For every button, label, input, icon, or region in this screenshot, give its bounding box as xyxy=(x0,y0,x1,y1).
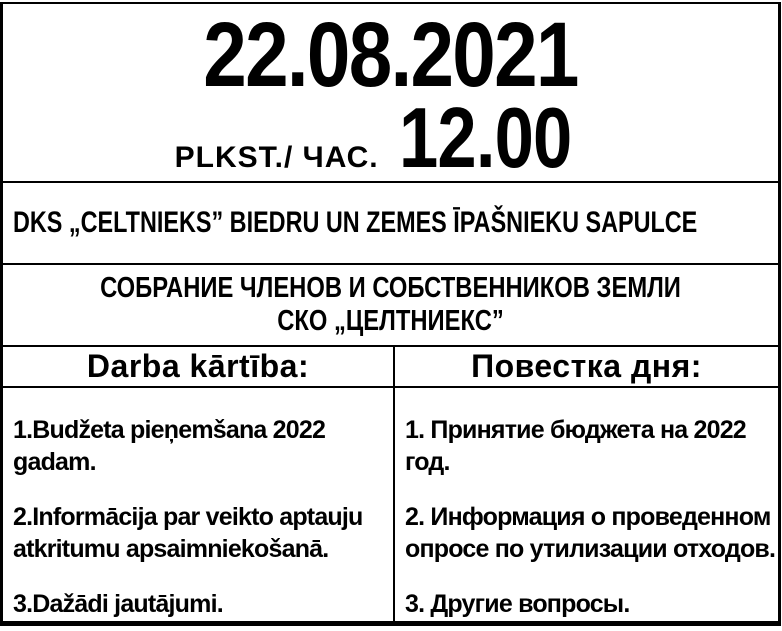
time-value: 12.00 xyxy=(398,91,572,181)
agenda-item-lv: 2.Informācija par veikto aptauju atkritumu apsaimniekošanā. xyxy=(13,503,363,563)
meeting-title-lv: DKS „CELTNIEKS” BIEDRU UN ZEMES ĪPAŠNIEKU SAPULCE xyxy=(13,206,698,239)
meeting-title-ru-line1: СОБРАНИЕ ЧЛЕНОВ И СОБСТВЕННИКОВ ЗЕМЛИ xyxy=(100,272,681,304)
time-row xyxy=(3,91,778,181)
agenda-list-ru xyxy=(395,388,778,621)
meeting-title-ru-line2: СКО „ЦЕЛТНИЕКС” xyxy=(277,305,504,337)
agenda-item-ru: 2. Информация о проведенном опросе по утилизации отходов. xyxy=(405,503,776,563)
agenda-item-ru: 1. Принятие бюджета на 2022 год. xyxy=(405,416,746,476)
agenda-header-lv: Darba kārtība: xyxy=(3,347,395,386)
datetime-section xyxy=(3,4,778,181)
agenda-list-lv xyxy=(3,388,395,621)
agenda-header-ru: Повестка дня: xyxy=(471,348,702,384)
russian-title-section xyxy=(3,263,778,345)
agenda-item-lv: 1.Budžeta pieņemšana 2022 gadam. xyxy=(13,416,326,476)
date-text: 22.08.2021 xyxy=(203,4,578,106)
time-label: PLKST./ ЧАС. xyxy=(174,141,379,174)
agenda-body-row xyxy=(3,386,778,621)
agenda-item-lv: 3.Dažādi jautājumi. xyxy=(13,590,223,618)
agenda-item-ru: 3. Другие вопросы. xyxy=(405,590,630,618)
notice-table xyxy=(0,2,781,626)
latvian-title-section xyxy=(3,181,778,263)
agenda-header-row xyxy=(3,345,778,386)
